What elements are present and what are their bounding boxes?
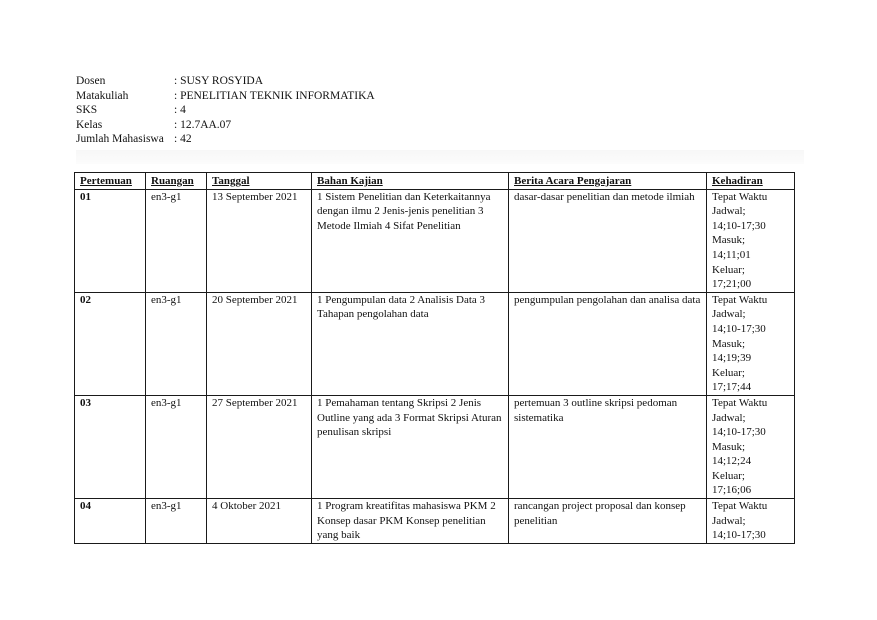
kehadiran-status: Tepat Waktu <box>712 190 768 203</box>
pertemuan-cell: 03 <box>75 395 146 498</box>
sks-row <box>76 103 375 118</box>
ruangan-cell: en3-g1 <box>146 395 207 498</box>
kehadiran-cell <box>707 189 795 292</box>
kehadiran-cell <box>707 395 795 498</box>
pertemuan-cell: 04 <box>75 499 146 544</box>
kehadiran-jadwal-time: 14;10-17;30 <box>712 529 766 542</box>
dosen-label: Dosen <box>76 75 106 87</box>
matakuliah-row <box>76 89 375 104</box>
attendance-table <box>74 172 795 544</box>
pertemuan-cell: 01 <box>75 189 146 292</box>
kehadiran-masuk-time: 14;19;39 <box>712 352 752 365</box>
table-row <box>75 499 795 544</box>
kehadiran-jadwal-label: Jadwal; <box>712 308 746 321</box>
matakuliah-label: Matakuliah <box>76 89 129 102</box>
col-header-berita-acara: Berita Acara Pengajaran <box>509 173 707 190</box>
tanggal-cell: 27 September 2021 <box>207 395 312 498</box>
dosen-row <box>76 74 375 89</box>
kehadiran-keluar-label: Keluar; <box>712 469 745 482</box>
kehadiran-masuk-label: Masuk; <box>712 440 745 453</box>
kehadiran-status: Tepat Waktu <box>712 396 768 409</box>
dosen-value: : SUSY ROSYIDA <box>174 75 264 87</box>
col-header-pertemuan: Pertemuan <box>75 173 146 190</box>
kehadiran-keluar-time: 17;17;44 <box>712 381 752 394</box>
kehadiran-jadwal-time: 14;10-17;30 <box>712 219 766 232</box>
table-header-row <box>75 173 795 190</box>
kehadiran-jadwal-label: Jadwal; <box>712 205 746 218</box>
tanggal-cell: 4 Oktober 2021 <box>207 499 312 544</box>
berita-acara-cell: rancangan project proposal dan konsep penelitian <box>509 499 707 544</box>
berita-acara-cell: pengumpulan pengolahan dan analisa data <box>509 292 707 395</box>
divider-band <box>76 150 804 164</box>
kelas-row <box>76 118 375 133</box>
kehadiran-status: Tepat Waktu <box>712 500 768 513</box>
pertemuan-cell: 02 <box>75 292 146 395</box>
kehadiran-keluar-time: 17;21;00 <box>712 278 752 291</box>
kehadiran-cell <box>707 292 795 395</box>
col-header-kehadiran: Kehadiran <box>707 173 795 190</box>
ruangan-cell: en3-g1 <box>146 189 207 292</box>
sks-value: : 4 <box>174 104 186 117</box>
berita-acara-cell: pertemuan 3 outline skripsi pedoman sistematika <box>509 395 707 498</box>
tanggal-cell: 13 September 2021 <box>207 189 312 292</box>
jumlah-mahasiswa-row <box>76 132 375 147</box>
kehadiran-keluar-label: Keluar; <box>712 263 745 276</box>
bahan-kajian-cell: 1 Program kreatifitas mahasiswa PKM 2 Konsep dasar PKM Konsep penelitian yang baik <box>312 499 509 544</box>
kehadiran-masuk-time: 14;11;01 <box>712 248 751 261</box>
kehadiran-jadwal-label: Jadwal; <box>712 514 746 527</box>
ruangan-cell: en3-g1 <box>146 499 207 544</box>
col-header-ruangan: Ruangan <box>146 173 207 190</box>
kelas-value: : 12.7AA.07 <box>174 118 232 131</box>
kehadiran-jadwal-time: 14;10-17;30 <box>712 426 766 439</box>
kehadiran-jadwal-label: Jadwal; <box>712 411 746 424</box>
course-info <box>76 74 375 147</box>
kehadiran-keluar-time: 17;16;06 <box>712 484 752 497</box>
tanggal-cell: 20 September 2021 <box>207 292 312 395</box>
kehadiran-masuk-label: Masuk; <box>712 337 745 350</box>
kelas-label: Kelas <box>76 118 103 131</box>
table-row <box>75 395 795 498</box>
ruangan-cell: en3-g1 <box>146 292 207 395</box>
bahan-kajian-cell: 1 Sistem Penelitian dan Keterkaitannya dengan ilmu 2 Jenis-jenis penelitian 3 Metode Ilmiah 4 Sifat Penelitian <box>312 189 509 292</box>
matakuliah-value: : PENELITIAN TEKNIK INFORMATIKA <box>174 89 375 102</box>
kehadiran-status: Tepat Waktu <box>712 293 768 306</box>
kehadiran-jadwal-time: 14;10-17;30 <box>712 322 766 335</box>
bahan-kajian-cell: 1 Pengumpulan data 2 Analisis Data 3 Tahapan pengolahan data <box>312 292 509 395</box>
kehadiran-masuk-time: 14;12;24 <box>712 455 752 468</box>
jumlah-mahasiswa-value: : 42 <box>174 133 192 146</box>
bahan-kajian-cell: 1 Pemahaman tentang Skripsi 2 Jenis Outline yang ada 3 Format Skripsi Aturan penulisan skripsi <box>312 395 509 498</box>
col-header-bahan-kajian: Bahan Kajian <box>312 173 509 190</box>
table-row <box>75 189 795 292</box>
kehadiran-cell <box>707 499 795 544</box>
kehadiran-keluar-label: Keluar; <box>712 366 745 379</box>
berita-acara-cell: dasar-dasar penelitian dan metode ilmiah <box>509 189 707 292</box>
kehadiran-masuk-label: Masuk; <box>712 234 745 247</box>
sks-label: SKS <box>76 104 98 117</box>
col-header-tanggal: Tanggal <box>207 173 312 190</box>
jumlah-mahasiswa-label: Jumlah Mahasiswa <box>76 133 164 146</box>
table-row <box>75 292 795 395</box>
